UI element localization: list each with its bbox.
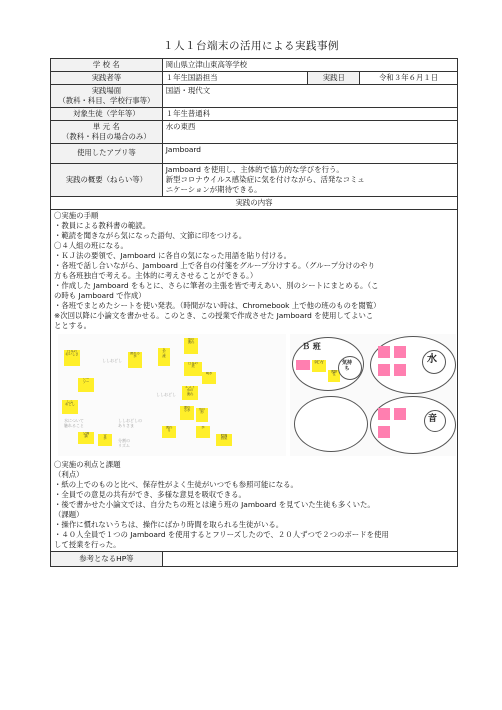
overview-line: 新型コロナウイルス感染症に気を付けながら、活発なコミュ: [165, 174, 365, 184]
school-row: [51, 59, 458, 72]
procedure-line: 方も各班独自で考える。主体的に考えさせることができる。）: [54, 270, 258, 280]
school-label: 学 校 名: [51, 59, 163, 72]
procedure-line: の時も Jamboard で作成）: [54, 290, 146, 300]
content-row: [51, 209, 458, 551]
faded-note: ししおどし: [102, 357, 122, 363]
faded-note: ししおどしの ありさま: [118, 417, 142, 429]
unit-label-line2: （教科・科目の場合のみ）: [62, 131, 151, 141]
sticky-note: [394, 346, 406, 358]
board-title: Ｂ 班: [302, 341, 321, 351]
water-label: 水: [427, 353, 437, 365]
date-label: 実践日: [308, 71, 360, 84]
unit-label-line1: 単 元 名: [92, 121, 120, 131]
sticky-note: 徒労: [312, 360, 326, 372]
sticky-note: [378, 408, 390, 420]
scene-label-line2: （教科・科目、学校行事等）: [58, 95, 155, 105]
faded-note: ししおどし: [156, 391, 176, 397]
results-line: ・紙の上でのものと比べ、保存性がよく生徒がいつでも参照可能になる。: [54, 479, 298, 489]
target-value: １年生普通科: [162, 107, 457, 120]
scene-label: [51, 84, 163, 107]
practice-report-table: [50, 58, 458, 567]
target-label: 対象生徒（学年等）: [51, 107, 163, 120]
results-line: 〇実施の利点と課題: [54, 459, 121, 469]
jamboard-panel-right: [290, 334, 456, 456]
reference-value: [162, 551, 457, 566]
sticky-note: エスト 水の 流れ: [182, 386, 198, 400]
overview-label: 実践の概要（ねらい等）: [51, 163, 163, 196]
sticky-note: 噴水: [202, 372, 216, 384]
procedure-line: ・各班で話し合いながら、Jamboard 上で各自の付箋をグループ分けする。（グループ分けのやり: [54, 260, 375, 270]
school-value: 岡山県立津山東高等学校: [162, 59, 457, 72]
sticky-note: [378, 364, 390, 376]
sticky-note: 空間 論: [78, 432, 94, 444]
sticky-note: 水の 流れ: [184, 338, 198, 354]
unit-label: [51, 120, 163, 143]
procedure-line: 〇実施の手順: [54, 210, 99, 220]
app-value: Jamboard: [162, 143, 457, 163]
results-line: （利点）: [54, 469, 84, 479]
procedure-line: ※次回以降に小論文を書かせる。このとき、この授業で作成させた Jamboard を使用してよいこ: [54, 310, 374, 320]
scene-value: 国語・現代文: [162, 84, 457, 107]
sticky-note: 流れる 水: [128, 352, 142, 368]
sticky-note: [296, 360, 310, 370]
sticky-note: 日本の 美: [184, 362, 202, 376]
sticky-note: [394, 408, 406, 420]
procedure-line: ・ＫＪ法の要領で、Jamboard に各自の気になった用語を貼り付ける。: [54, 250, 292, 260]
sticky-note: 流れ る: [162, 426, 176, 438]
practitioner-row: [51, 71, 458, 84]
procedure-line: ・作成した Jamboard をもとに、さらに筆者の主張を皆で考えあい、別のシートにまとめる。（こ: [54, 280, 379, 290]
sound-label: 音: [428, 413, 438, 424]
procedure-line: ととする。: [54, 320, 91, 330]
scene-label-line1: 実践場面: [91, 85, 122, 95]
unit-value: 水の東西: [162, 120, 457, 143]
sticky-note: 水: [196, 426, 210, 438]
sticky-note: [378, 426, 390, 438]
faded-note: 分割の リズム: [118, 437, 130, 449]
results-line: して授業を行った。: [54, 539, 121, 549]
jamboard-screenshots: [54, 334, 454, 456]
results-line: ・全員での意見の共有ができ、多様な意見を吸収できる。: [54, 489, 246, 499]
results-text: [54, 460, 454, 550]
reference-row: [51, 551, 458, 566]
app-label: 使用したアプリ等: [51, 143, 163, 163]
sticky-note: 日本の おいしさ: [64, 350, 80, 366]
content-header: 実践の内容: [51, 196, 458, 209]
sticky-note: [394, 364, 406, 376]
procedure-line: 〇４人組の班になる。: [54, 240, 128, 250]
sticky-note: 合 水: [98, 434, 112, 446]
target-row: [51, 107, 458, 120]
jamboard-panel-left: [58, 334, 286, 456]
practitioner-label: 実践者等: [51, 71, 163, 84]
sticky-note: 水の 形: [196, 408, 208, 422]
procedure-line: ・各班でまとめたシートを使い発表。（時間がない時は、Chromebook 上で他の班のものを閲覧）: [54, 300, 381, 310]
results-line: ・操作に慣れないうちは、操作にばかり時間を取られる生徒がいる。: [54, 519, 284, 529]
sticky-note: 時間 感覚: [216, 434, 232, 446]
date-value: 令和３年６月１日: [360, 71, 458, 84]
overview-line: Jamboard を使用し、主体的で協力的な学びを行う。: [165, 164, 344, 174]
overview-line: ニケーションが期待できる。: [165, 184, 262, 194]
procedure-line: ・範読を聞きながら気になった語句、文節に印をつける。: [54, 230, 247, 240]
procedure-line: ・教員による教科書の範読。: [54, 220, 151, 230]
sticky-note: 流れ る水: [180, 406, 194, 420]
overview-value: [162, 163, 457, 196]
practitioner-value: １年生国語担当: [162, 71, 308, 84]
app-row: [51, 143, 458, 163]
content-header-row: [51, 196, 458, 209]
sticky-note: 人 た 流: [158, 348, 170, 366]
sticky-note: [378, 346, 390, 358]
sticky-note: しし おどし: [62, 400, 78, 414]
results-line: （課題）: [54, 509, 84, 519]
results-line: ・後で書かせた小論文では、自分たちの班とは違う班の Jamboard を見ていた生徒も多くいた。: [54, 499, 375, 509]
procedure-text: [54, 211, 454, 331]
overview-row: [51, 163, 458, 196]
sticky-note: 流動 性: [328, 370, 340, 382]
results-line: ・４０人全員で１つの Jamboard を使用するとフリーズしたので、２０人ずつで２つのボードを使用: [54, 529, 389, 539]
page-title: １人１台端末の活用による実践事例: [163, 40, 339, 52]
sticky-note: シー ソー: [78, 378, 94, 392]
faded-note: 水について 触れること: [64, 417, 84, 429]
board-ellipse-misc: [294, 396, 368, 452]
reference-label: 参考となるHP等: [51, 551, 163, 566]
scene-row: [51, 84, 458, 107]
unit-row: [51, 120, 458, 143]
board-circle-label: 気持 ち: [342, 359, 353, 373]
content-body: [51, 209, 458, 551]
